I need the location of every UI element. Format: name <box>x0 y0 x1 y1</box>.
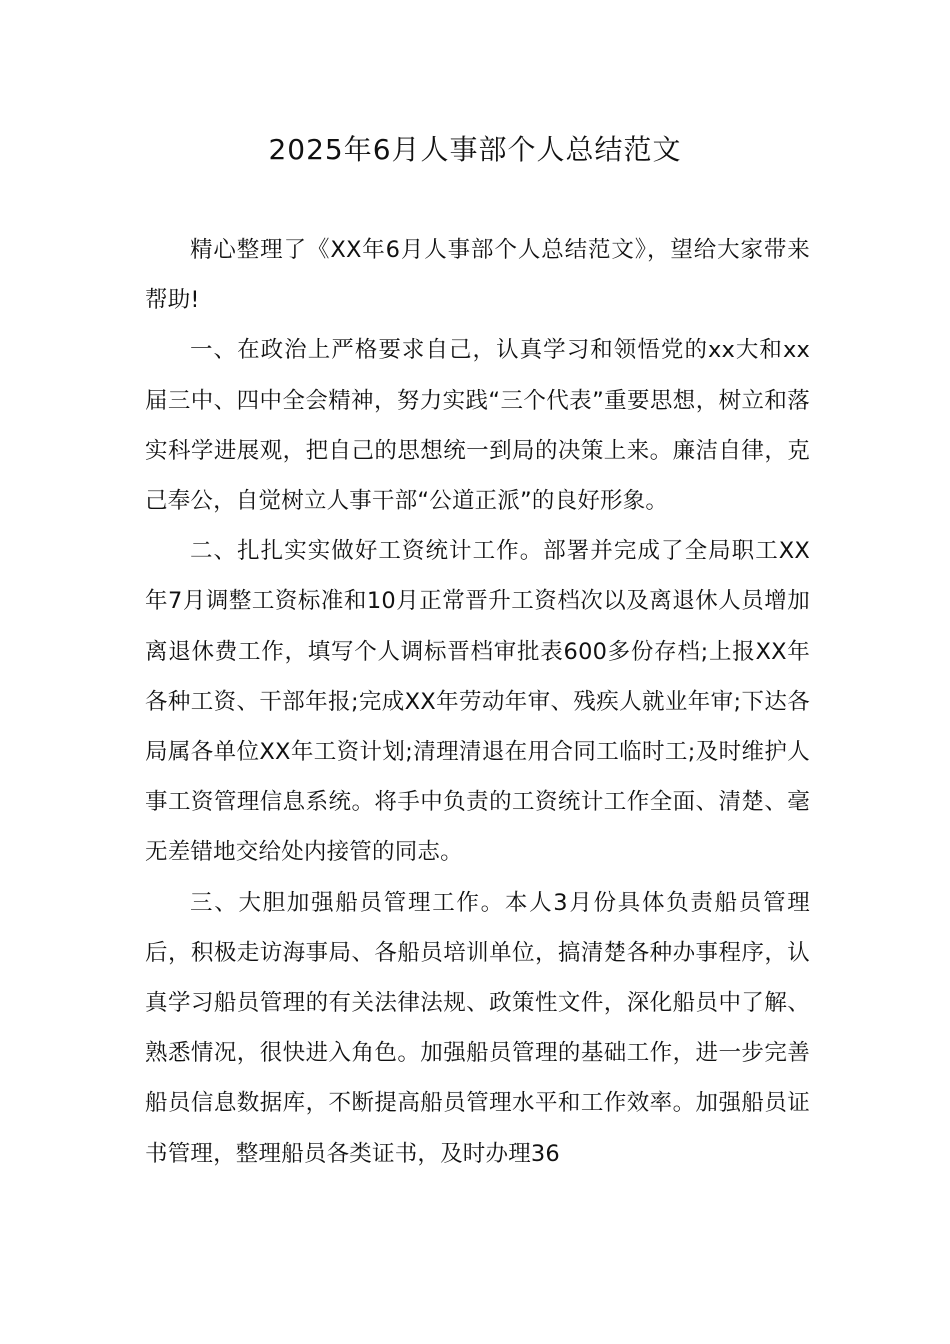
document-title: 2025年6月人事部个人总结范文 <box>268 133 682 166</box>
paragraph-crew-management: 三、大胆加强船员管理工作。本人3月份具体负责船员管理后，积极走访海事局、各船员培训单位，搞清楚各种办事程序，认真学习船员管理的有关法律法规、政策性文件，深化船员中了解、熟悉情况，很快进入角色。加强船员管理的基础工作，进一步完善船员信息数据库，不断提高船员管理水平和工作效率。加强船员证书管理，整理船员各类证书，及时办理36 <box>145 889 810 1167</box>
paragraph-salary-statistics: 二、扎扎实实做好工资统计工作。部署并完成了全局职工XX年7月调整工资标准和10月正常晋升工资档次以及离退休人员增加离退休费工作，填写个人调标晋档审批表600多份存档;上报XX年各种工资、干部年报;完成XX年劳动年审、残疾人就业年审;下达各局属各单位XX年工资计划;清理清退在用合同工临时工;及时维护人事工资管理信息系统。将手中负责的工资统计工作全面、清楚、毫无差错地交给处内接管的同志。 <box>145 538 810 866</box>
document-body <box>145 225 810 1179</box>
paragraph-intro: 精心整理了《XX年6月人事部个人总结范文》，望给大家带来帮助! <box>145 237 810 314</box>
paragraph-politics: 一、在政治上严格要求自己，认真学习和领悟党的xx大和xx届三中、四中全会精神，努力实践“三个代表”重要思想，树立和落实科学进展观，把自己的思想统一到局的决策上来。廉洁自律，克己奉公，自觉树立人事干部“公道正派”的良好形象。 <box>145 337 810 515</box>
